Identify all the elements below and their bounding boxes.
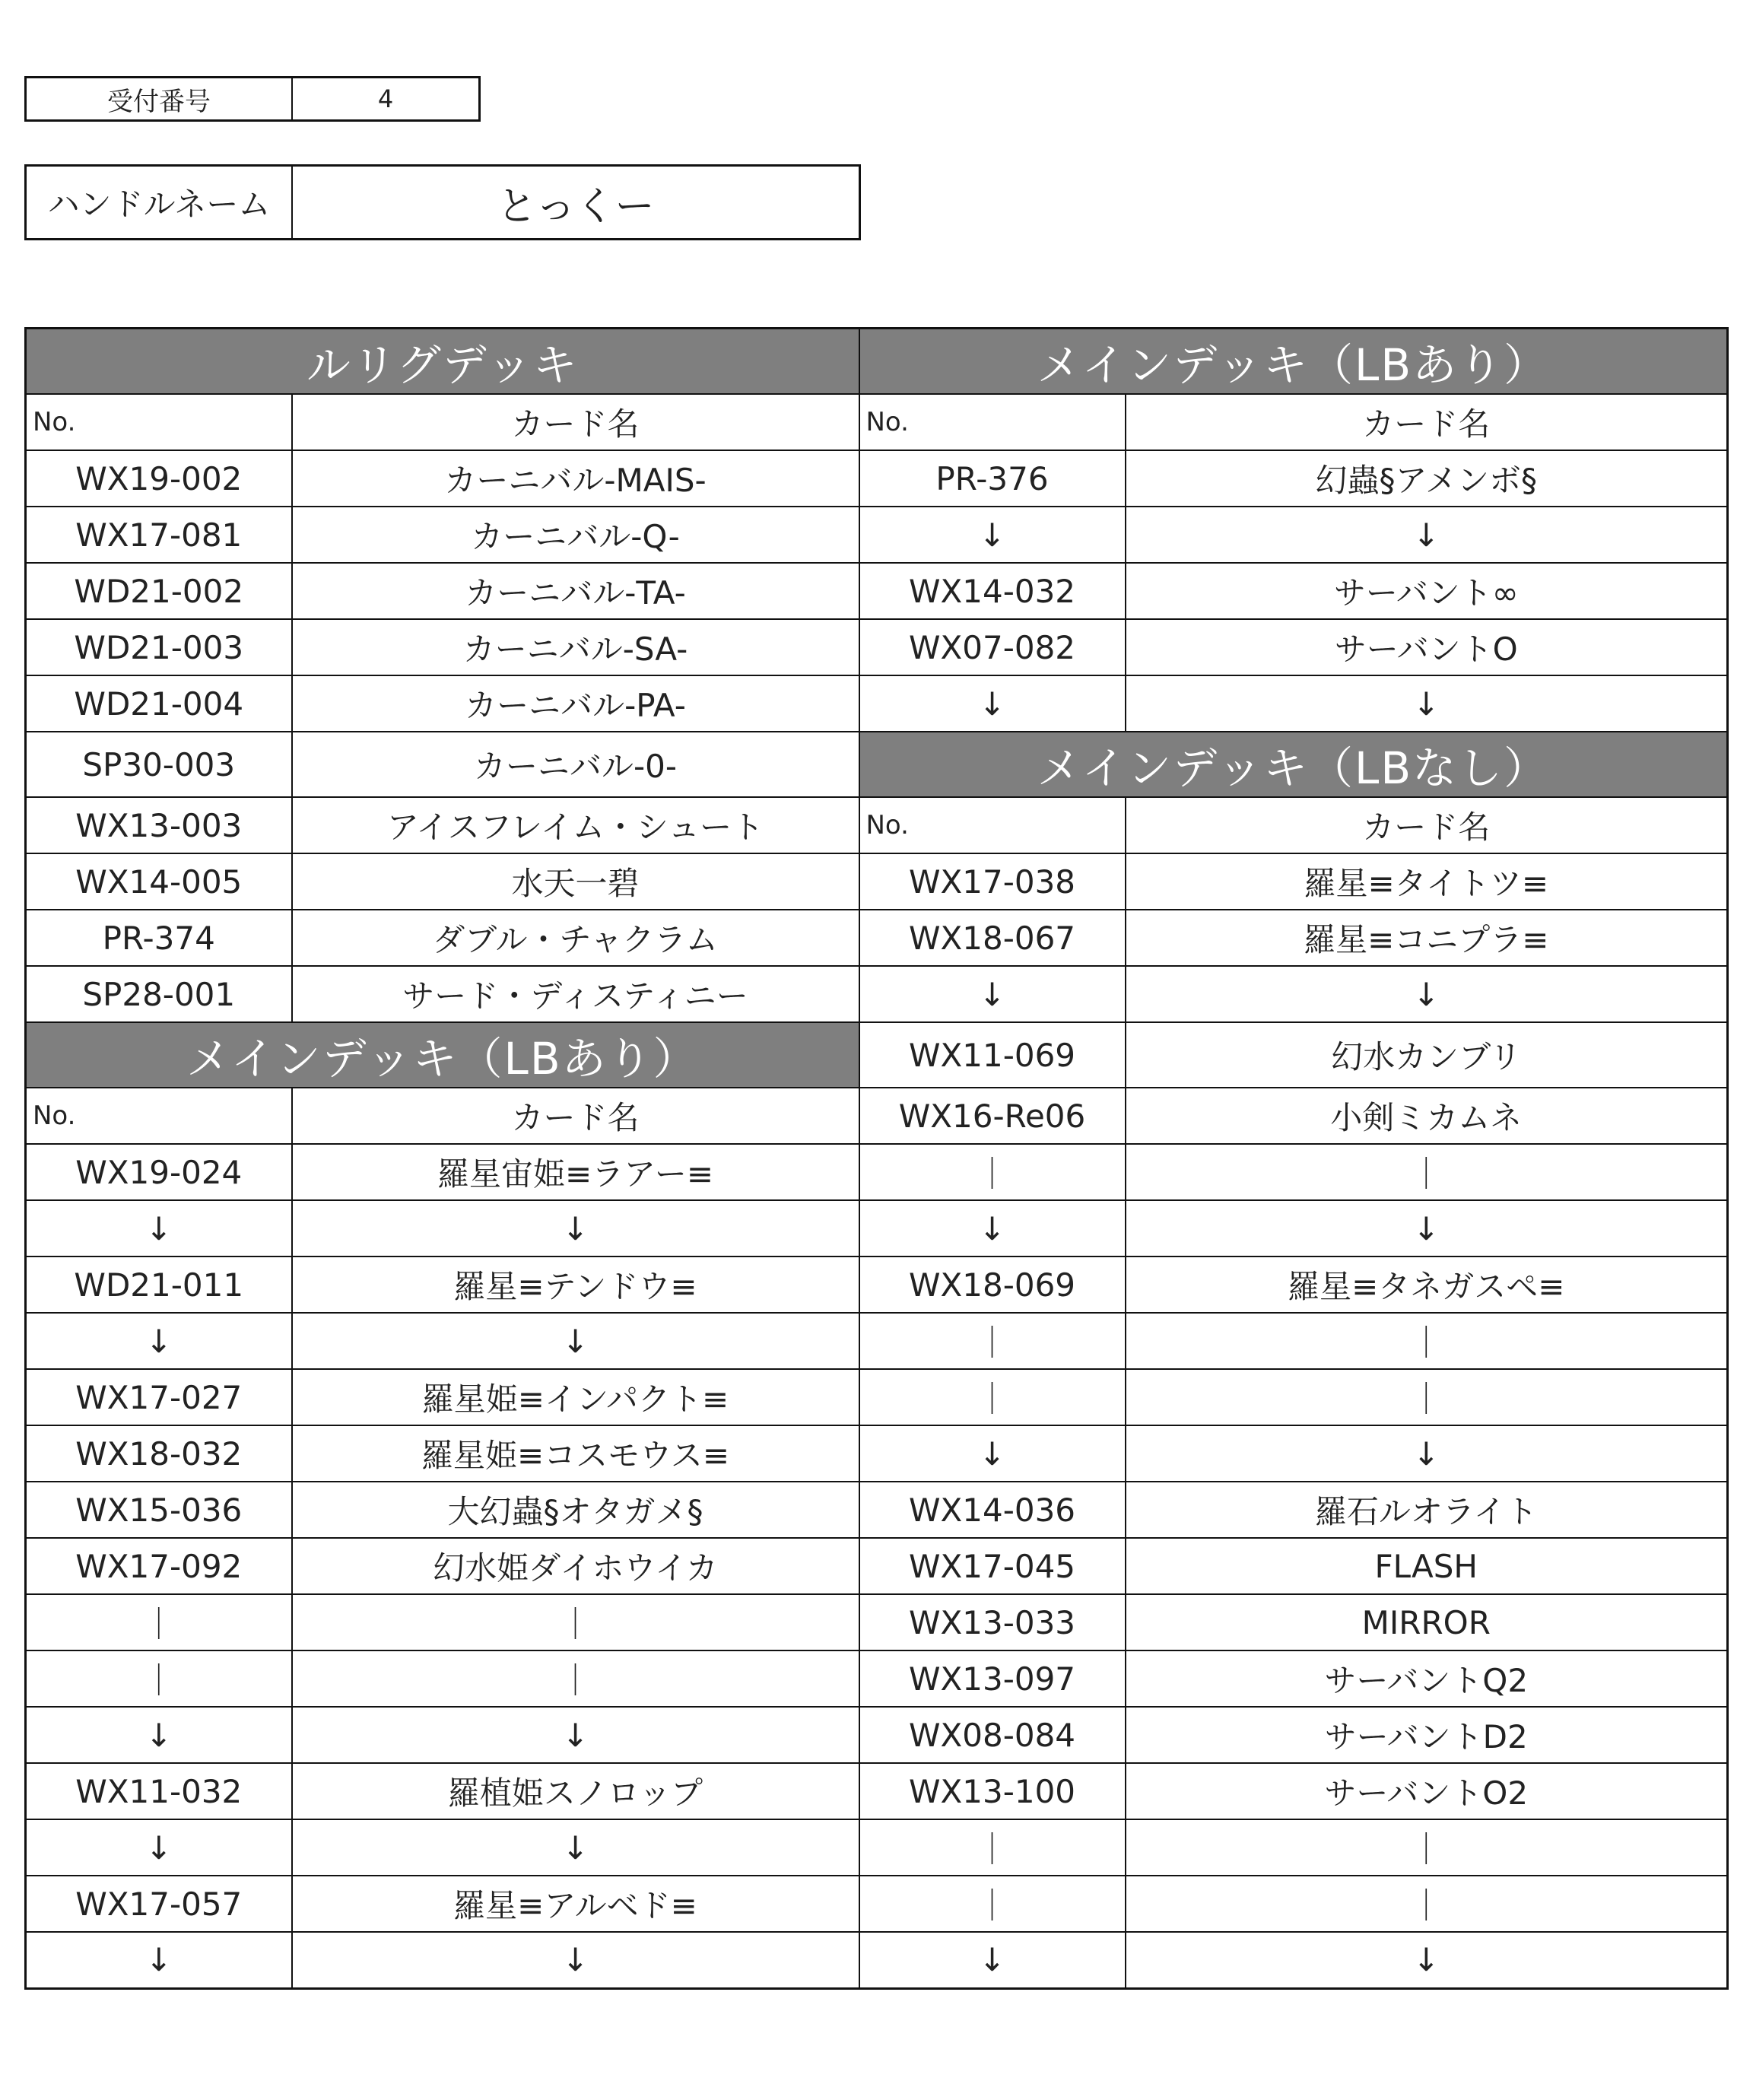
card-name-cell: ｜ [1126, 1876, 1728, 1932]
card-name-cell: ｜ [1126, 1369, 1728, 1425]
main-deck-nolb-header: メインデッキ（LBなし） [859, 732, 1728, 797]
table-row [26, 1482, 1728, 1538]
card-number-cell: ｜ [859, 1313, 1126, 1369]
table-row [26, 966, 1728, 1022]
card-name-cell: ↓ [292, 1707, 859, 1763]
table-row [26, 1538, 1728, 1594]
card-number-cell: WX14-005 [26, 853, 292, 910]
table-row [26, 394, 1728, 450]
card-number-cell: WX08-084 [859, 1707, 1126, 1763]
card-name-cell: ↓ [292, 1200, 859, 1257]
card-number-cell: ｜ [859, 1876, 1126, 1932]
card-number-cell: ｜ [26, 1594, 292, 1650]
card-number-cell: PR-376 [859, 450, 1126, 507]
card-name-cell: 羅星≡テンドウ≡ [292, 1257, 859, 1313]
lrig-deck-header: ルリグデッキ [26, 329, 859, 395]
card-number-cell: ↓ [26, 1707, 292, 1763]
card-name-cell: ダブル・チャクラム [292, 910, 859, 966]
column-header-no: No. [26, 394, 292, 450]
card-name-cell: 羅星姫≡コスモウス≡ [292, 1425, 859, 1482]
main-deck-lb-header: メインデッキ（LBあり） [26, 1022, 859, 1088]
card-name-cell: 羅星≡タイトツ≡ [1126, 853, 1728, 910]
card-number-cell: WX07-082 [859, 619, 1126, 675]
card-number-cell: WX13-100 [859, 1763, 1126, 1819]
card-name-cell: サーバント∞ [1126, 563, 1728, 619]
card-number-cell: ｜ [859, 1144, 1126, 1200]
card-name-cell: サーバントO2 [1126, 1763, 1728, 1819]
handle-name-box [24, 164, 861, 240]
table-row [26, 675, 1728, 732]
card-name-cell: カーニバル-Q- [292, 507, 859, 563]
column-header-no: No. [26, 1088, 292, 1144]
table-row [26, 1707, 1728, 1763]
handle-name-value: とっくー [497, 183, 655, 230]
card-name-cell: サーバントO [1126, 619, 1728, 675]
receipt-number-value: 4 [377, 84, 394, 113]
table-row [26, 732, 1728, 797]
card-number-cell: WX18-067 [859, 910, 1126, 966]
card-number-cell: ↓ [859, 1200, 1126, 1257]
card-number-cell: ↓ [859, 507, 1126, 563]
card-name-cell: 羅石ルオライト [1126, 1482, 1728, 1538]
table-row [26, 450, 1728, 507]
card-name-cell: 羅星≡アルベド≡ [292, 1876, 859, 1932]
card-name-cell: 幻水カンブリ [1126, 1022, 1728, 1088]
card-number-cell: WX18-069 [859, 1257, 1126, 1313]
table-row [26, 1594, 1728, 1650]
card-number-cell: ↓ [859, 1932, 1126, 1988]
card-name-cell: ↓ [1126, 1200, 1728, 1257]
card-number-cell: WD21-003 [26, 619, 292, 675]
card-name-cell: 大幻蟲§オタガメ§ [292, 1482, 859, 1538]
table-row [26, 853, 1728, 910]
card-number-cell: WX17-081 [26, 507, 292, 563]
card-name-cell: カーニバル-SA- [292, 619, 859, 675]
table-row [26, 1200, 1728, 1257]
table-row [26, 1819, 1728, 1876]
column-header-no: No. [859, 394, 1126, 450]
card-name-cell: MIRROR [1126, 1594, 1728, 1650]
card-number-cell: WX13-033 [859, 1594, 1126, 1650]
card-number-cell: WD21-004 [26, 675, 292, 732]
card-number-cell: ｜ [859, 1369, 1126, 1425]
card-number-cell: SP30-003 [26, 732, 292, 797]
main-deck-lb-header: メインデッキ（LBあり） [859, 329, 1728, 395]
card-name-cell: サード・ディスティニー [292, 966, 859, 1022]
card-number-cell: WX17-038 [859, 853, 1126, 910]
handle-name-label: ハンドルネーム [27, 167, 293, 238]
card-name-cell: ↓ [1126, 1425, 1728, 1482]
table-row [26, 1313, 1728, 1369]
card-number-cell: WX15-036 [26, 1482, 292, 1538]
card-number-cell: WX17-027 [26, 1369, 292, 1425]
card-number-cell: SP28-001 [26, 966, 292, 1022]
card-name-cell: サーバントD2 [1126, 1707, 1728, 1763]
card-name-cell: 羅星≡コニプラ≡ [1126, 910, 1728, 966]
card-number-cell: ↓ [859, 1425, 1126, 1482]
card-name-cell: ｜ [1126, 1144, 1728, 1200]
card-name-cell: 羅星≡タネガスペ≡ [1126, 1257, 1728, 1313]
card-number-cell: ↓ [26, 1819, 292, 1876]
card-number-cell: WX19-002 [26, 450, 292, 507]
card-name-cell: アイスフレイム・シュート [292, 797, 859, 853]
table-row [26, 329, 1728, 395]
table-row [26, 1876, 1728, 1932]
table-row [26, 1088, 1728, 1144]
card-name-cell: カーニバル-MAIS- [292, 450, 859, 507]
card-number-cell: ↓ [859, 966, 1126, 1022]
table-row [26, 1763, 1728, 1819]
card-number-cell: WX19-024 [26, 1144, 292, 1200]
column-header-card-name: カード名 [292, 1088, 859, 1144]
table-row [26, 1144, 1728, 1200]
table-row [26, 619, 1728, 675]
card-number-cell: WX13-003 [26, 797, 292, 853]
card-name-cell: ↓ [1126, 507, 1728, 563]
card-number-cell: WX14-032 [859, 563, 1126, 619]
table-row [26, 563, 1728, 619]
column-header-card-name: カード名 [292, 394, 859, 450]
card-name-cell: 羅星宙姫≡ラアー≡ [292, 1144, 859, 1200]
card-number-cell: WD21-002 [26, 563, 292, 619]
card-number-cell: WX17-057 [26, 1876, 292, 1932]
card-name-cell: カーニバル-PA- [292, 675, 859, 732]
table-row [26, 1257, 1728, 1313]
card-name-cell: 羅植姫スノロップ [292, 1763, 859, 1819]
card-name-cell: ↓ [292, 1819, 859, 1876]
card-number-cell: WX11-069 [859, 1022, 1126, 1088]
card-name-cell: カーニバル-TA- [292, 563, 859, 619]
card-name-cell: ｜ [292, 1594, 859, 1650]
column-header-card-name: カード名 [1126, 394, 1728, 450]
card-number-cell: WX13-097 [859, 1650, 1126, 1707]
table-row [26, 507, 1728, 563]
column-header-card-name: カード名 [1126, 797, 1728, 853]
receipt-number-label: 受付番号 [27, 78, 293, 119]
card-name-cell: ｜ [1126, 1313, 1728, 1369]
card-name-cell: ↓ [292, 1932, 859, 1988]
card-name-cell: 水天一碧 [292, 853, 859, 910]
table-row [26, 1932, 1728, 1988]
card-name-cell: ↓ [1126, 966, 1728, 1022]
card-number-cell: WX18-032 [26, 1425, 292, 1482]
card-number-cell: WX17-092 [26, 1538, 292, 1594]
card-number-cell: WX14-036 [859, 1482, 1126, 1538]
table-row [26, 1425, 1728, 1482]
card-name-cell: ｜ [292, 1650, 859, 1707]
deck-list-table [24, 327, 1729, 1990]
column-header-no: No. [859, 797, 1126, 853]
card-name-cell: 小剣ミカムネ [1126, 1088, 1728, 1144]
card-name-cell: 幻水姫ダイホウイカ [292, 1538, 859, 1594]
card-name-cell: ↓ [292, 1313, 859, 1369]
card-number-cell: ｜ [26, 1650, 292, 1707]
card-name-cell: ↓ [1126, 675, 1728, 732]
card-number-cell: ↓ [859, 675, 1126, 732]
card-name-cell: カーニバル-0- [292, 732, 859, 797]
card-number-cell: WX17-045 [859, 1538, 1126, 1594]
table-row [26, 910, 1728, 966]
card-number-cell: ｜ [859, 1819, 1126, 1876]
card-number-cell: ↓ [26, 1932, 292, 1988]
table-row [26, 797, 1728, 853]
card-number-cell: ↓ [26, 1313, 292, 1369]
table-row [26, 1022, 1728, 1088]
card-number-cell: PR-374 [26, 910, 292, 966]
card-number-cell: WD21-011 [26, 1257, 292, 1313]
card-name-cell: 幻蟲§アメンボ§ [1126, 450, 1728, 507]
card-name-cell: ｜ [1126, 1819, 1728, 1876]
card-name-cell: FLASH [1126, 1538, 1728, 1594]
card-number-cell: WX16-Re06 [859, 1088, 1126, 1144]
card-name-cell: サーバントQ2 [1126, 1650, 1728, 1707]
card-name-cell: 羅星姫≡インパクト≡ [292, 1369, 859, 1425]
card-number-cell: WX11-032 [26, 1763, 292, 1819]
table-row [26, 1369, 1728, 1425]
receipt-number-box [24, 76, 481, 122]
table-row [26, 1650, 1728, 1707]
card-number-cell: ↓ [26, 1200, 292, 1257]
card-name-cell: ↓ [1126, 1932, 1728, 1988]
